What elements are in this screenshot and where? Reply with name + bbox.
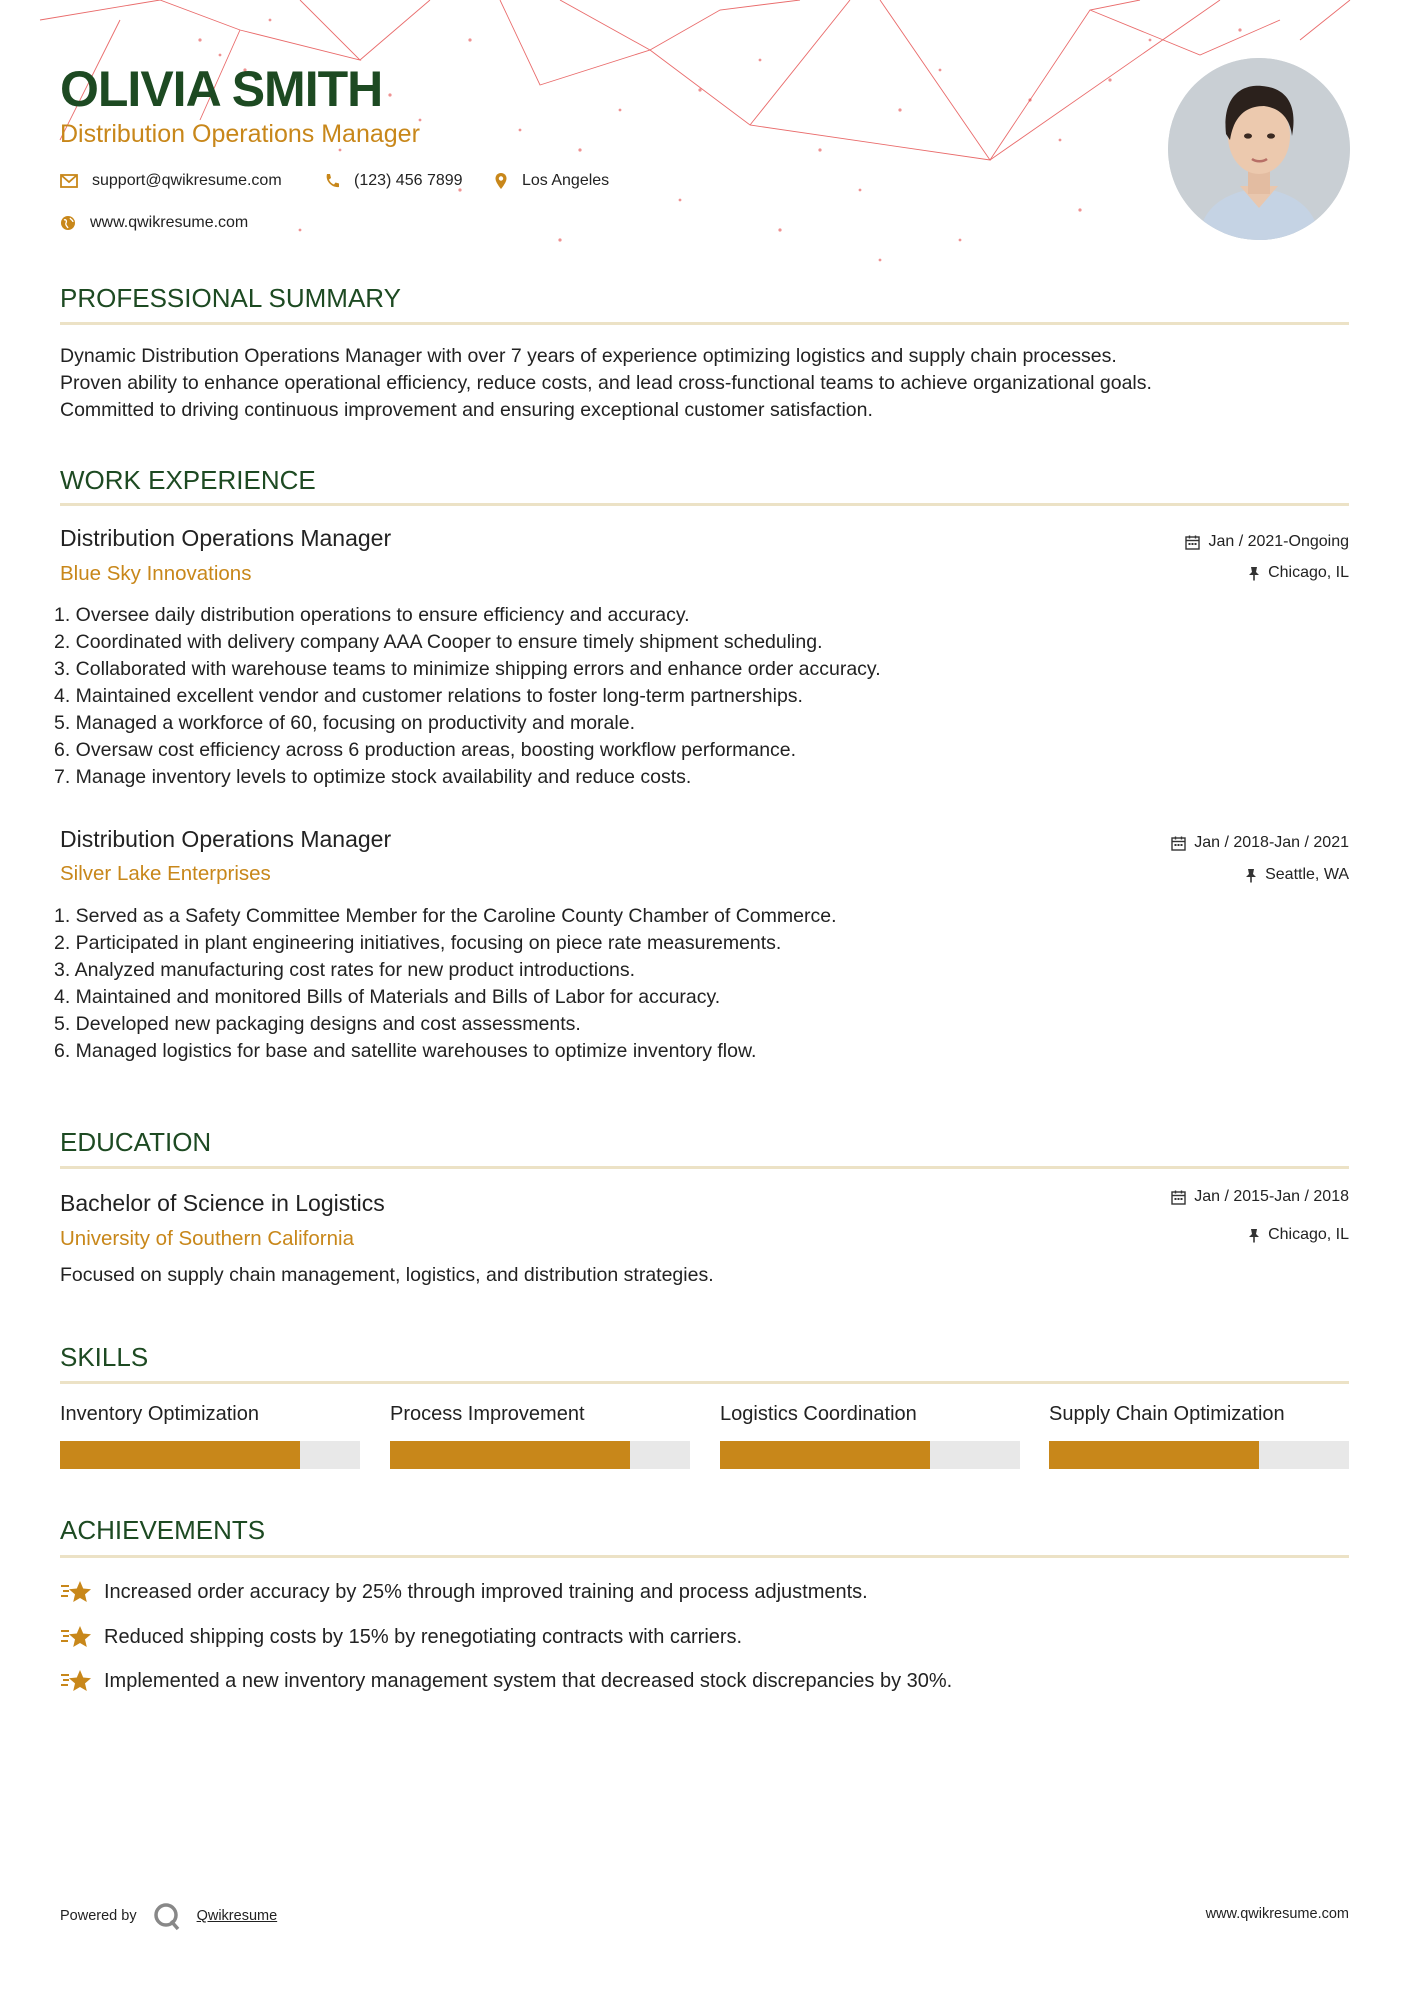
skill-bar-fill [720, 1441, 930, 1469]
job-dates [1185, 533, 1349, 551]
skill-label: Inventory Optimization [60, 1403, 259, 1425]
globe-icon [60, 215, 76, 231]
website-contact[interactable] [60, 214, 248, 232]
experience-divider [60, 503, 1349, 506]
star-icon [60, 1667, 92, 1695]
envelope-icon [60, 174, 78, 188]
star-icon [60, 1623, 92, 1651]
list-item: 3. Analyzed manufacturing cost rates for new product introductions. [54, 959, 635, 981]
company-name: Silver Lake Enterprises [60, 862, 271, 885]
skill-bar-fill [390, 1441, 630, 1469]
skill-item [60, 1403, 360, 1469]
skill-bar-track [390, 1441, 690, 1469]
skill-item [1049, 1403, 1349, 1469]
achievement-text: Reduced shipping costs by 15% by renegotiating contracts with carriers. [104, 1625, 743, 1648]
skill-item [390, 1403, 690, 1469]
summary-line: Dynamic Distribution Operations Manager with over 7 years of experience optimizing logistics and supply chain processes. [60, 345, 1117, 367]
achievements-divider [60, 1555, 1349, 1558]
qwikresume-logo-icon [151, 1900, 183, 1932]
list-item: 1. Oversee daily distribution operations to ensure efficiency and accuracy. [54, 604, 690, 626]
skill-label: Process Improvement [390, 1403, 585, 1425]
education-dates [1171, 1188, 1349, 1206]
powered-by-text: Powered by [60, 1908, 137, 1924]
list-item: 6. Oversaw cost efficiency across 6 production areas, boosting workflow performance. [54, 739, 797, 761]
skills-heading: SKILLS [60, 1342, 149, 1372]
list-item: 1. Served as a Safety Committee Member for the Caroline County Chamber of Commerce. [54, 905, 837, 927]
pushpin-icon [1248, 1228, 1260, 1243]
pushpin-icon [1245, 868, 1257, 883]
footer-powered-by [60, 1900, 277, 1932]
skill-bar-fill [60, 1441, 300, 1469]
skills-divider [60, 1381, 1349, 1384]
job-responsibilities [54, 903, 837, 1065]
location-contact [494, 172, 609, 190]
job-location-text: Chicago, IL [1268, 564, 1349, 581]
job-dates-text: Jan / 2021-Ongoing [1208, 533, 1349, 550]
skill-bar-track [60, 1441, 360, 1469]
phone-icon [324, 173, 340, 189]
map-pin-icon [494, 172, 508, 190]
job-responsibilities [54, 602, 881, 791]
job-title: Distribution Operations Manager [60, 826, 392, 852]
calendar-icon [1185, 535, 1200, 550]
skill-bar-fill [1049, 1441, 1259, 1469]
experience-heading: WORK EXPERIENCE [60, 465, 316, 495]
profile-photo [1168, 58, 1350, 240]
education-dates-text: Jan / 2015-Jan / 2018 [1194, 1188, 1349, 1205]
degree-title: Bachelor of Science in Logistics [60, 1190, 385, 1216]
pushpin-icon [1248, 566, 1260, 581]
website-text: www.qwikresume.com [90, 214, 249, 231]
job-location-text: Seattle, WA [1265, 866, 1349, 883]
list-item: 4. Maintained excellent vendor and customer relations to foster long-term partnerships. [54, 685, 803, 707]
education-location [1248, 1226, 1349, 1244]
calendar-icon [1171, 1190, 1186, 1205]
summary-text [60, 343, 1349, 424]
list-item: 6. Managed logistics for base and satellite warehouses to optimize inventory flow. [54, 1040, 757, 1062]
email-text: support@qwikresume.com [92, 172, 282, 189]
job-dates-text: Jan / 2018-Jan / 2021 [1194, 834, 1349, 851]
skill-bar-track [720, 1441, 1020, 1469]
portrait-illustration [1168, 58, 1350, 240]
list-item: 4. Maintained and monitored Bills of Materials and Bills of Labor for accuracy. [54, 986, 721, 1008]
summary-line: Proven ability to enhance operational efficiency, reduce costs, and lead cross-functional teams to achieve organizational goals. [60, 372, 1152, 394]
education-location-text: Chicago, IL [1268, 1226, 1349, 1243]
job-location [1245, 866, 1349, 884]
job-location [1248, 564, 1349, 582]
email-contact[interactable] [60, 172, 282, 190]
skill-label: Supply Chain Optimization [1049, 1403, 1285, 1425]
list-item: 5. Managed a workforce of 60, focusing on productivity and morale. [54, 712, 635, 734]
candidate-name: OLIVIA SMITH [60, 61, 383, 117]
star-icon [60, 1578, 92, 1606]
calendar-icon [1171, 836, 1186, 851]
phone-contact[interactable] [324, 172, 463, 190]
summary-heading: PROFESSIONAL SUMMARY [60, 283, 401, 313]
job-title: Distribution Operations Manager [60, 525, 392, 551]
qwikresume-link[interactable]: Qwikresume [196, 1908, 278, 1924]
company-name: Blue Sky Innovations [60, 562, 252, 585]
location-text: Los Angeles [522, 172, 610, 189]
candidate-role: Distribution Operations Manager [60, 120, 420, 148]
achievement-text: Implemented a new inventory management system that decreased stock discrepancies by 30%. [104, 1669, 953, 1692]
achievement-item [60, 1578, 868, 1606]
skill-bar-track [1049, 1441, 1349, 1469]
summary-line: Committed to driving continuous improvement and ensuring exceptional customer satisfaction. [60, 399, 873, 421]
job-dates [1171, 834, 1349, 852]
skill-label: Logistics Coordination [720, 1403, 917, 1425]
achievement-text: Increased order accuracy by 25% through improved training and process adjustments. [104, 1580, 868, 1603]
achievement-item [60, 1623, 742, 1651]
school-name: University of Southern California [60, 1227, 354, 1250]
list-item: 2. Participated in plant engineering initiatives, focusing on piece rate measurements. [54, 932, 782, 954]
achievements-heading: ACHIEVEMENTS [60, 1515, 266, 1545]
list-item: 2. Coordinated with delivery company AAA Cooper to ensure timely shipment scheduling. [54, 631, 823, 653]
phone-text: (123) 456 7899 [354, 172, 463, 189]
list-item: 3. Collaborated with warehouse teams to minimize shipping errors and enhance order accuracy. [54, 658, 881, 680]
education-heading: EDUCATION [60, 1127, 212, 1157]
summary-divider [60, 322, 1349, 325]
list-item: 7. Manage inventory levels to optimize stock availability and reduce costs. [54, 766, 692, 788]
achievement-item [60, 1667, 952, 1695]
education-divider [60, 1166, 1349, 1169]
skill-item [720, 1403, 1020, 1469]
footer-website[interactable]: www.qwikresume.com [1205, 1906, 1349, 1922]
list-item: 5. Developed new packaging designs and cost assessments. [54, 1013, 581, 1035]
education-description: Focused on supply chain management, logistics, and distribution strategies. [60, 1264, 714, 1286]
